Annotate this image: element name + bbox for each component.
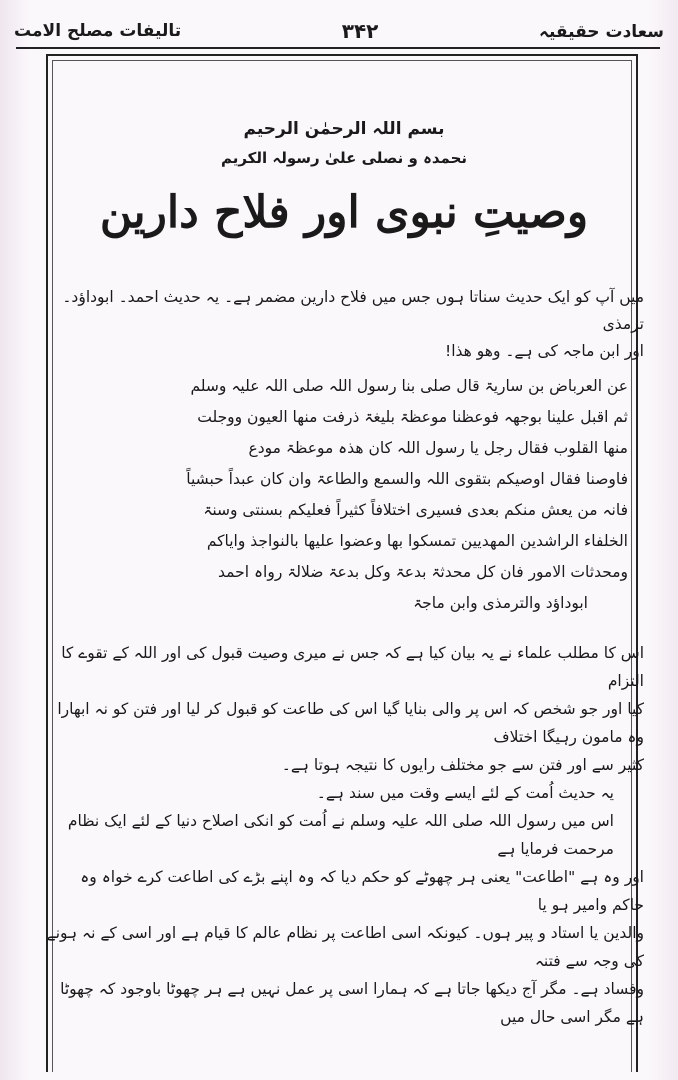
basmala: بسم اللہ الرحمٰن الرحیم bbox=[243, 119, 445, 139]
intro-line: میں آپ کو ایک حدیث سناتا ہوں جس میں فلاح دارین مضمر ہے۔ یہ حدیث احمد۔ ابوداؤد۔ ترمذی bbox=[62, 288, 644, 333]
header-series-title: تالیفات مصلح الامت bbox=[14, 21, 182, 41]
explanation-line: کثیر سے اور فتن سے جو مختلف رایوں کا نتیجہ ہوتا ہے۔ bbox=[281, 756, 644, 774]
hadith-line: فاوصنا فقال اوصیکم بتقوی اللہ والسمع والطاعۃ وان کان عبداً حبشیاً bbox=[186, 470, 628, 488]
page-number: ۳۴۲ bbox=[341, 19, 379, 43]
hamdala: نحمدہ و نصلی علیٰ رسولہ الکریم bbox=[220, 149, 468, 167]
hadith-text bbox=[40, 365, 648, 625]
hadith-line: ومحدثات الامور فان کل محدثۃ بدعۃ وکل بدعۃ ضلالۃ رواہ احمد bbox=[218, 563, 628, 581]
explanation-line: اس کا مطلب علماء نے یہ بیان کیا ہے کہ جس نے میری وصیت قبول کی اور اللہ کے تقوے کا التزام bbox=[61, 644, 644, 690]
explanation-line: یہ حدیث اُمت کے لئے ایسے وقت میں سند ہے۔ bbox=[316, 784, 614, 802]
intro-line: اور ابن ماجہ کی ہے۔ وھو ھذا! bbox=[445, 342, 644, 360]
page-title: وصیتِ نبوی اور فلاح دارین bbox=[99, 187, 589, 238]
hadith-line: منھا القلوب فقال رجل یا رسول اللہ کان ھذہ موعظۃ مودع bbox=[248, 439, 628, 457]
explanation-line: والدین یا استاد و پیر ہوں۔ کیونکہ اسی اطاعت پر نظام عالم کا قیام ہے اور اسی کے نہ ہونے کی وجہ سے فتنہ bbox=[46, 924, 644, 970]
intro-paragraph bbox=[40, 284, 648, 365]
explanation-line: وفساد ہے۔ مگر آج دیکھا جاتا ہے کہ ہمارا اسی پر عمل نہیں ہے ہر چھوٹا باوجود کہ چھوٹا ہے مگر اسی حال میں bbox=[60, 980, 644, 1026]
header-book-title: سعادت حقیقیہ bbox=[539, 21, 664, 42]
explanation-line: اور وہ ہے "اطاعت" یعنی ہر چھوٹے کو حکم دیا کہ وہ اپنے بڑے کی اطاعت کرے خواہ وہ حاکم وامیر ہو یا bbox=[80, 868, 644, 914]
hadith-reference: ابوداؤد والترمذی وابن ماجۃ bbox=[413, 594, 588, 612]
hadith-line: الخلفاء الراشدین المھدیین تمسکوا بھا وعضوا علیھا بالنواجذ وایاکم bbox=[206, 532, 628, 550]
hadith-line: ثم اقبل علینا بوجھہ فوعظنا موعظۃ بلیغۃ ذرفت منھا العیون ووجلت bbox=[197, 408, 628, 426]
explanation-line: کیا اور جو شخص کہ اس پر والی بنایا گیا اس کی طاعت کو قبول کر لیا اور فتن کو نہ ابھارا وہ مامون رہیگا اختلاف bbox=[57, 700, 644, 746]
hadith-line: فانہ من یعش منکم بعدی فسیری اختلافاً کثیراً فعلیکم بسنتی وسنۃ bbox=[203, 501, 628, 519]
explanation-paragraph bbox=[40, 639, 648, 1031]
explanation-line: اس میں رسول اللہ صلی اللہ علیہ وسلم نے اُمت کو انکی اصلاح دنیا کے لئے ایک نظام مرحمت فرمایا ہے bbox=[67, 812, 614, 858]
hadith-line: عن العرباض بن ساریۃ قال صلی بنا رسول اللہ صلی اللہ علیہ وسلم bbox=[190, 377, 628, 395]
page-header bbox=[14, 14, 664, 48]
page-content bbox=[40, 108, 648, 1070]
header-rule bbox=[16, 47, 660, 49]
